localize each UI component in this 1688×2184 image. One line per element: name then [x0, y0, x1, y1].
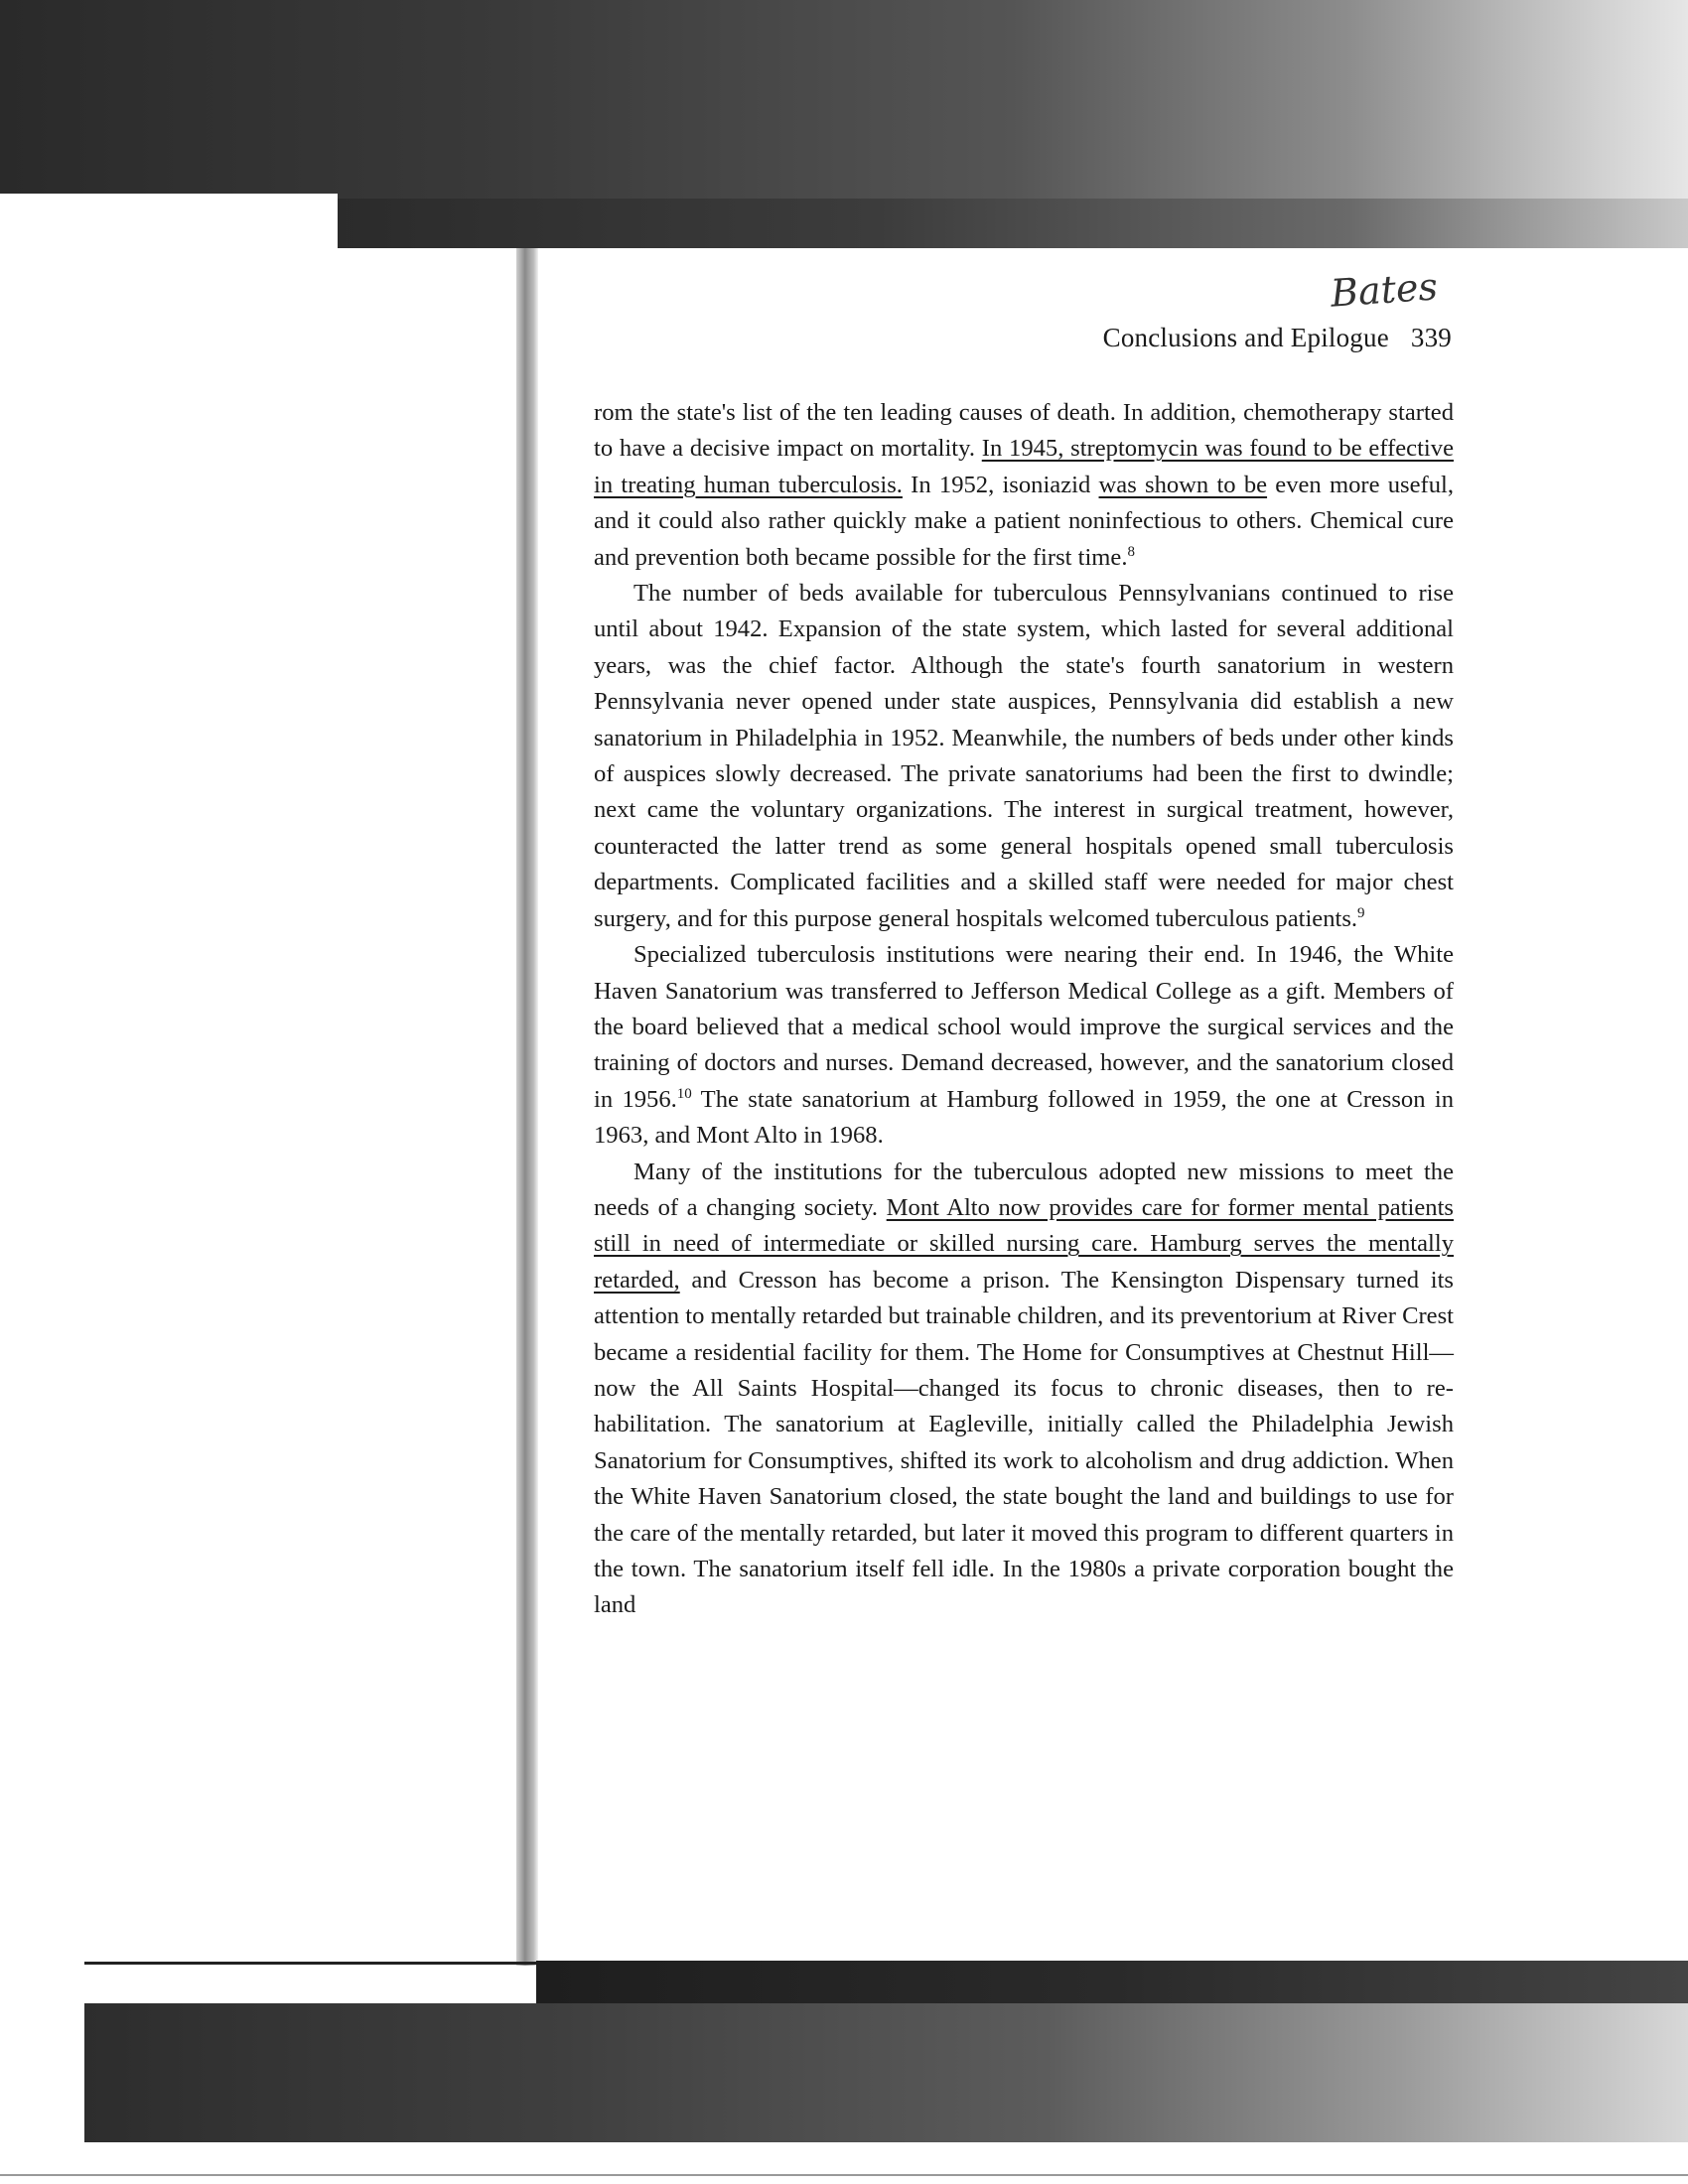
- running-header: [596, 323, 1452, 353]
- footnote-reference: 9: [1357, 904, 1365, 921]
- body-text: [594, 395, 1454, 1624]
- paragraph-2: [594, 576, 1454, 937]
- text-segment: The state sanatorium at Hamburg followed in 1959, the one at Cresson in 1963, and Mont Alto in 1968.: [594, 1085, 1454, 1150]
- running-header-title: Conclusions and Epilogue: [1102, 323, 1389, 352]
- underlined-text: Mont Alto now provides care for former mental patients still in need of intermediate or skilled nursing care. Hamburg serves the mentally retarded,: [594, 1193, 1454, 1294]
- footnote-reference: 8: [1127, 543, 1135, 560]
- underlined-text: was shown to be: [1098, 471, 1268, 498]
- page-number: 339: [1410, 323, 1452, 352]
- underlined-text: In 1945, streptomycin was found to be effective in treating human tuberculosis.: [594, 435, 1454, 498]
- text-segment: The number of beds available for tuberculous Pennsylvanians continued to rise until about 1942. Expansion of the state system, which lasted for several additional years, was the chief factor. Although the state's fourth sanatorium in western Pennsylvania never opened under state auspices, Pennsylvania did establish a new sanatorium in Philadelphia in 1952. Meanwhile, the numbers of beds under other kinds of auspices slowly decreased. The private sanatoriums had been the first to dwindle; next came the voluntary organizations. The interest in surgical treatment, however, counteracted the latter trend as some general hospitals opened small tuberculosis departments. Complicated facilities and a skilled staff were needed for major chest surgery, and for this purpose general hospitals welcomed tuberculous patients.: [594, 580, 1454, 932]
- paragraph-4: [594, 1155, 1454, 1624]
- scan-bottom-line: [0, 2174, 1688, 2176]
- page-fold-edge: [516, 248, 538, 1966]
- scan-margin-left: [0, 194, 338, 223]
- text-segment: In 1952, isoniazid: [902, 471, 1099, 498]
- handwritten-note: Bates: [1329, 264, 1440, 316]
- text-segment: rom the state's list of the ten leading causes of death. In addition, chemotherapy started to have a decisive impact on mortality.: [594, 399, 1454, 463]
- text-segment: Specialized tuberculosis institutions were nearing their end. In 1946, the White Haven Sanatorium was transferred to Jefferson Medical College as a gift. Members of the board believed that a medical school would improve the surgical services and the training of doctors and nurses. Demand decreased, however, and the sanatorium closed in 1956.: [594, 941, 1454, 1113]
- paragraph-3: [594, 937, 1454, 1154]
- scan-shadow-top: [0, 0, 1688, 204]
- page-fold-bottom-line: [84, 1962, 541, 1965]
- scan-shadow-bottom: [84, 2003, 1688, 2142]
- paragraph-1: [594, 395, 1454, 576]
- scan-shadow-top-lower: [338, 199, 1688, 248]
- text-segment: Many of the institutions for the tuberculous adopted new missions to meet the needs of a changing society.: [594, 1158, 1454, 1221]
- text-segment: and Cresson has become a prison. The Kensington Dispensary turned its attention to mentally retarded but trainable children, and its preventorium at River Crest became a residential facility for them. The Home for Consumptives at Chestnut Hill—now the All Saints Hospital—changed its focus to chronic diseases, then to rehabilitation. The sanatorium at Eagleville, initially called the Philadelphia Jewish Sanatorium for Consumptives, shifted its work to alcoholism and drug addiction. When the White Haven Sanatorium closed, the state bought the land and buildings to use for the care of the mentally retarded, but later it moved this program to different quarters in the town. The sanatorium itself fell idle. In the 1980s a private corporation bought the land: [594, 1266, 1454, 1619]
- text-segment: even more useful, and it could also rather quickly make a patient noninfectious to others. Chemical cure and prevention both became possible for the first time.: [594, 471, 1455, 571]
- footnote-reference: 10: [676, 1085, 692, 1102]
- scan-shadow-bottom-edge: [536, 1961, 1688, 2008]
